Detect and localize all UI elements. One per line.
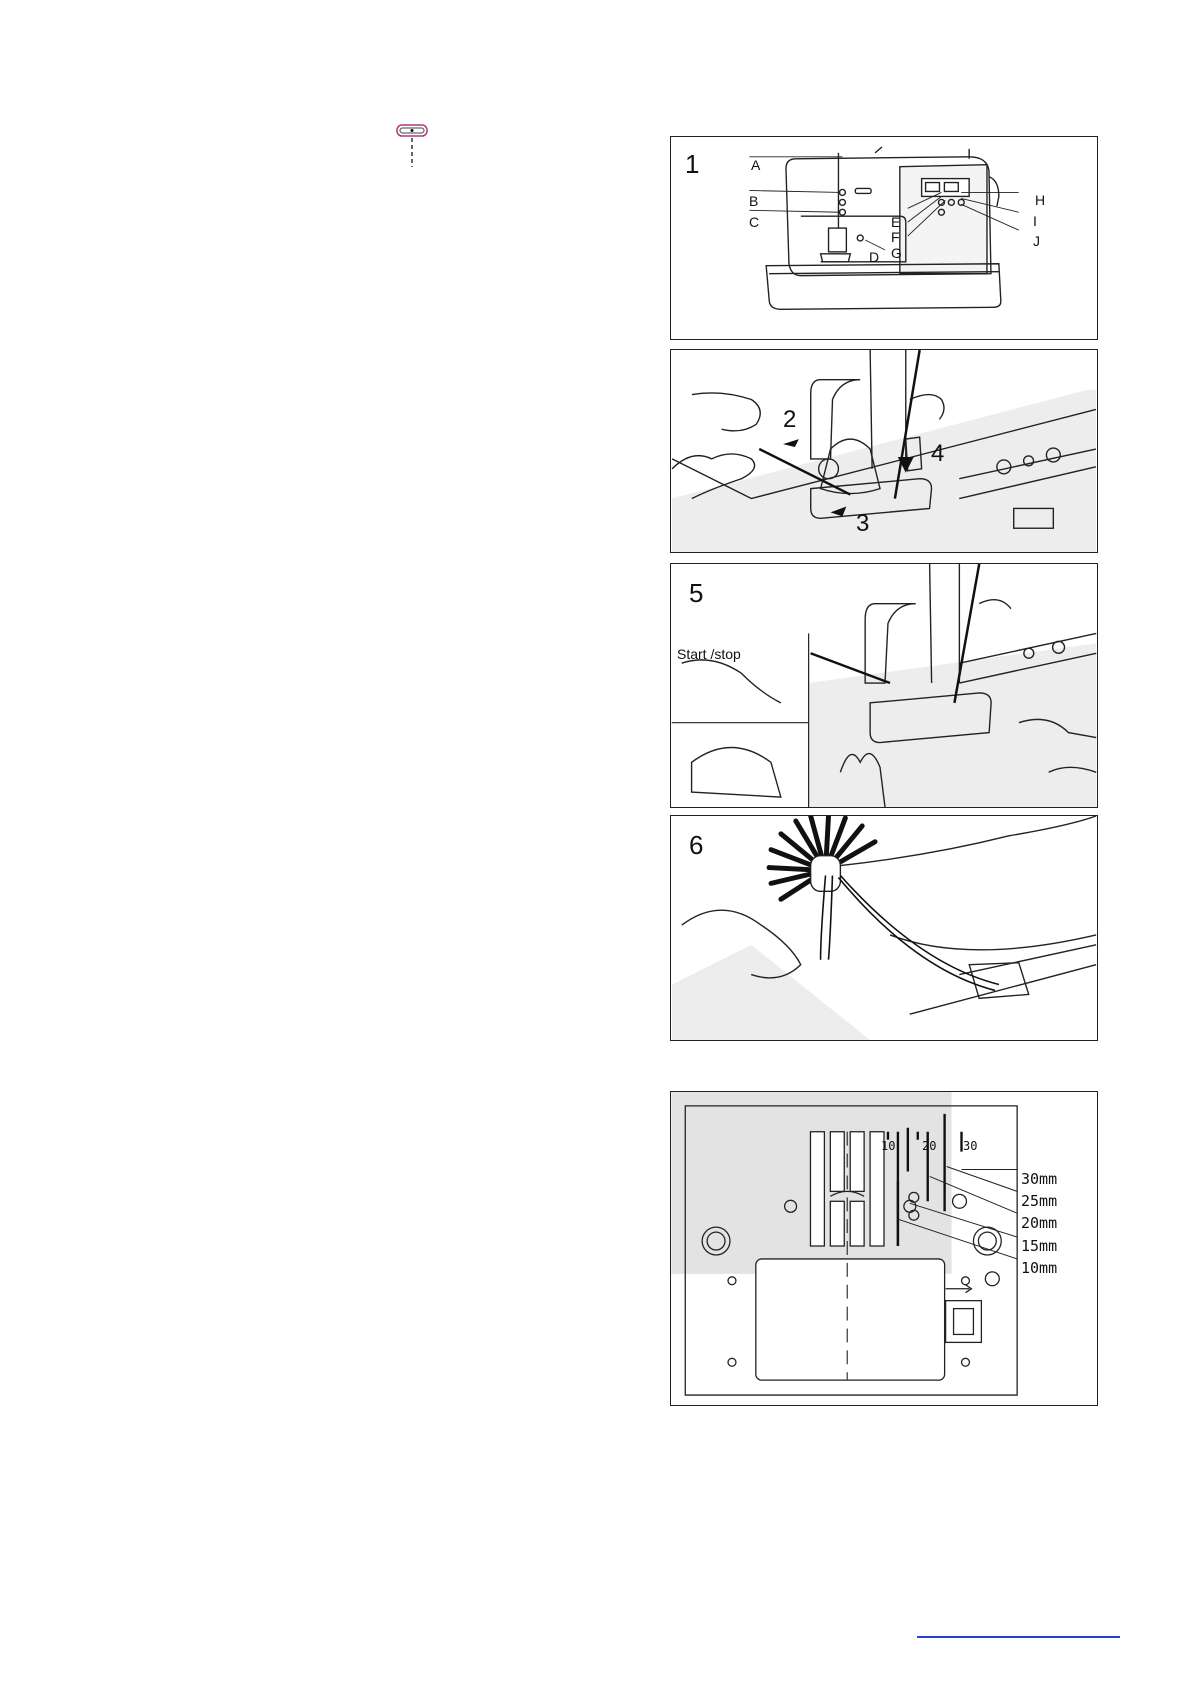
panel-number: 1 (685, 149, 700, 179)
figure-panel-cut-thread (670, 815, 1098, 1041)
callout-label-a: A (751, 157, 761, 173)
thread-cutter-illustration (671, 816, 1097, 1040)
figure-panel-place-fabric (670, 349, 1098, 553)
presser-foot-illustration (671, 350, 1097, 552)
callout-label-h: H (1035, 192, 1046, 208)
callout-label-e: E (891, 214, 901, 230)
step-number: 4 (931, 440, 945, 467)
callout-label-d: D (869, 249, 880, 265)
panel-number: 5 (689, 578, 704, 608)
guide-measure-label: 25mm (1021, 1192, 1058, 1210)
start-stop-label: Start /stop (677, 646, 741, 662)
guide-tick-label: 30 (963, 1139, 978, 1153)
figure-panel-needle-plate (670, 1091, 1098, 1406)
start-sewing-illustration (671, 564, 1097, 807)
callout-label-b: B (749, 193, 759, 209)
callout-label-i: I (1033, 213, 1037, 229)
step-number: 3 (856, 510, 870, 537)
guide-tick-label: 20 (922, 1139, 937, 1153)
callout-label-g: G (891, 245, 902, 261)
step-number: 2 (783, 406, 797, 433)
figure-panel-start-sewing (670, 563, 1098, 808)
guide-tick-label: 10 (881, 1139, 896, 1153)
callout-label-f: F (891, 229, 900, 245)
callout-label-j: J (1033, 233, 1040, 249)
guide-measure-label: 10mm (1021, 1259, 1058, 1277)
guide-measure-label: 30mm (1021, 1170, 1058, 1188)
needle-position-icon (395, 123, 429, 169)
guide-measure-label: 15mm (1021, 1237, 1058, 1255)
guide-measure-label: 20mm (1021, 1214, 1058, 1232)
callout-label-c: C (749, 214, 760, 230)
footer-link-underline[interactable] (917, 1636, 1120, 1638)
panel-number: 6 (689, 830, 704, 860)
figure-panel-machine-overview (670, 136, 1098, 340)
